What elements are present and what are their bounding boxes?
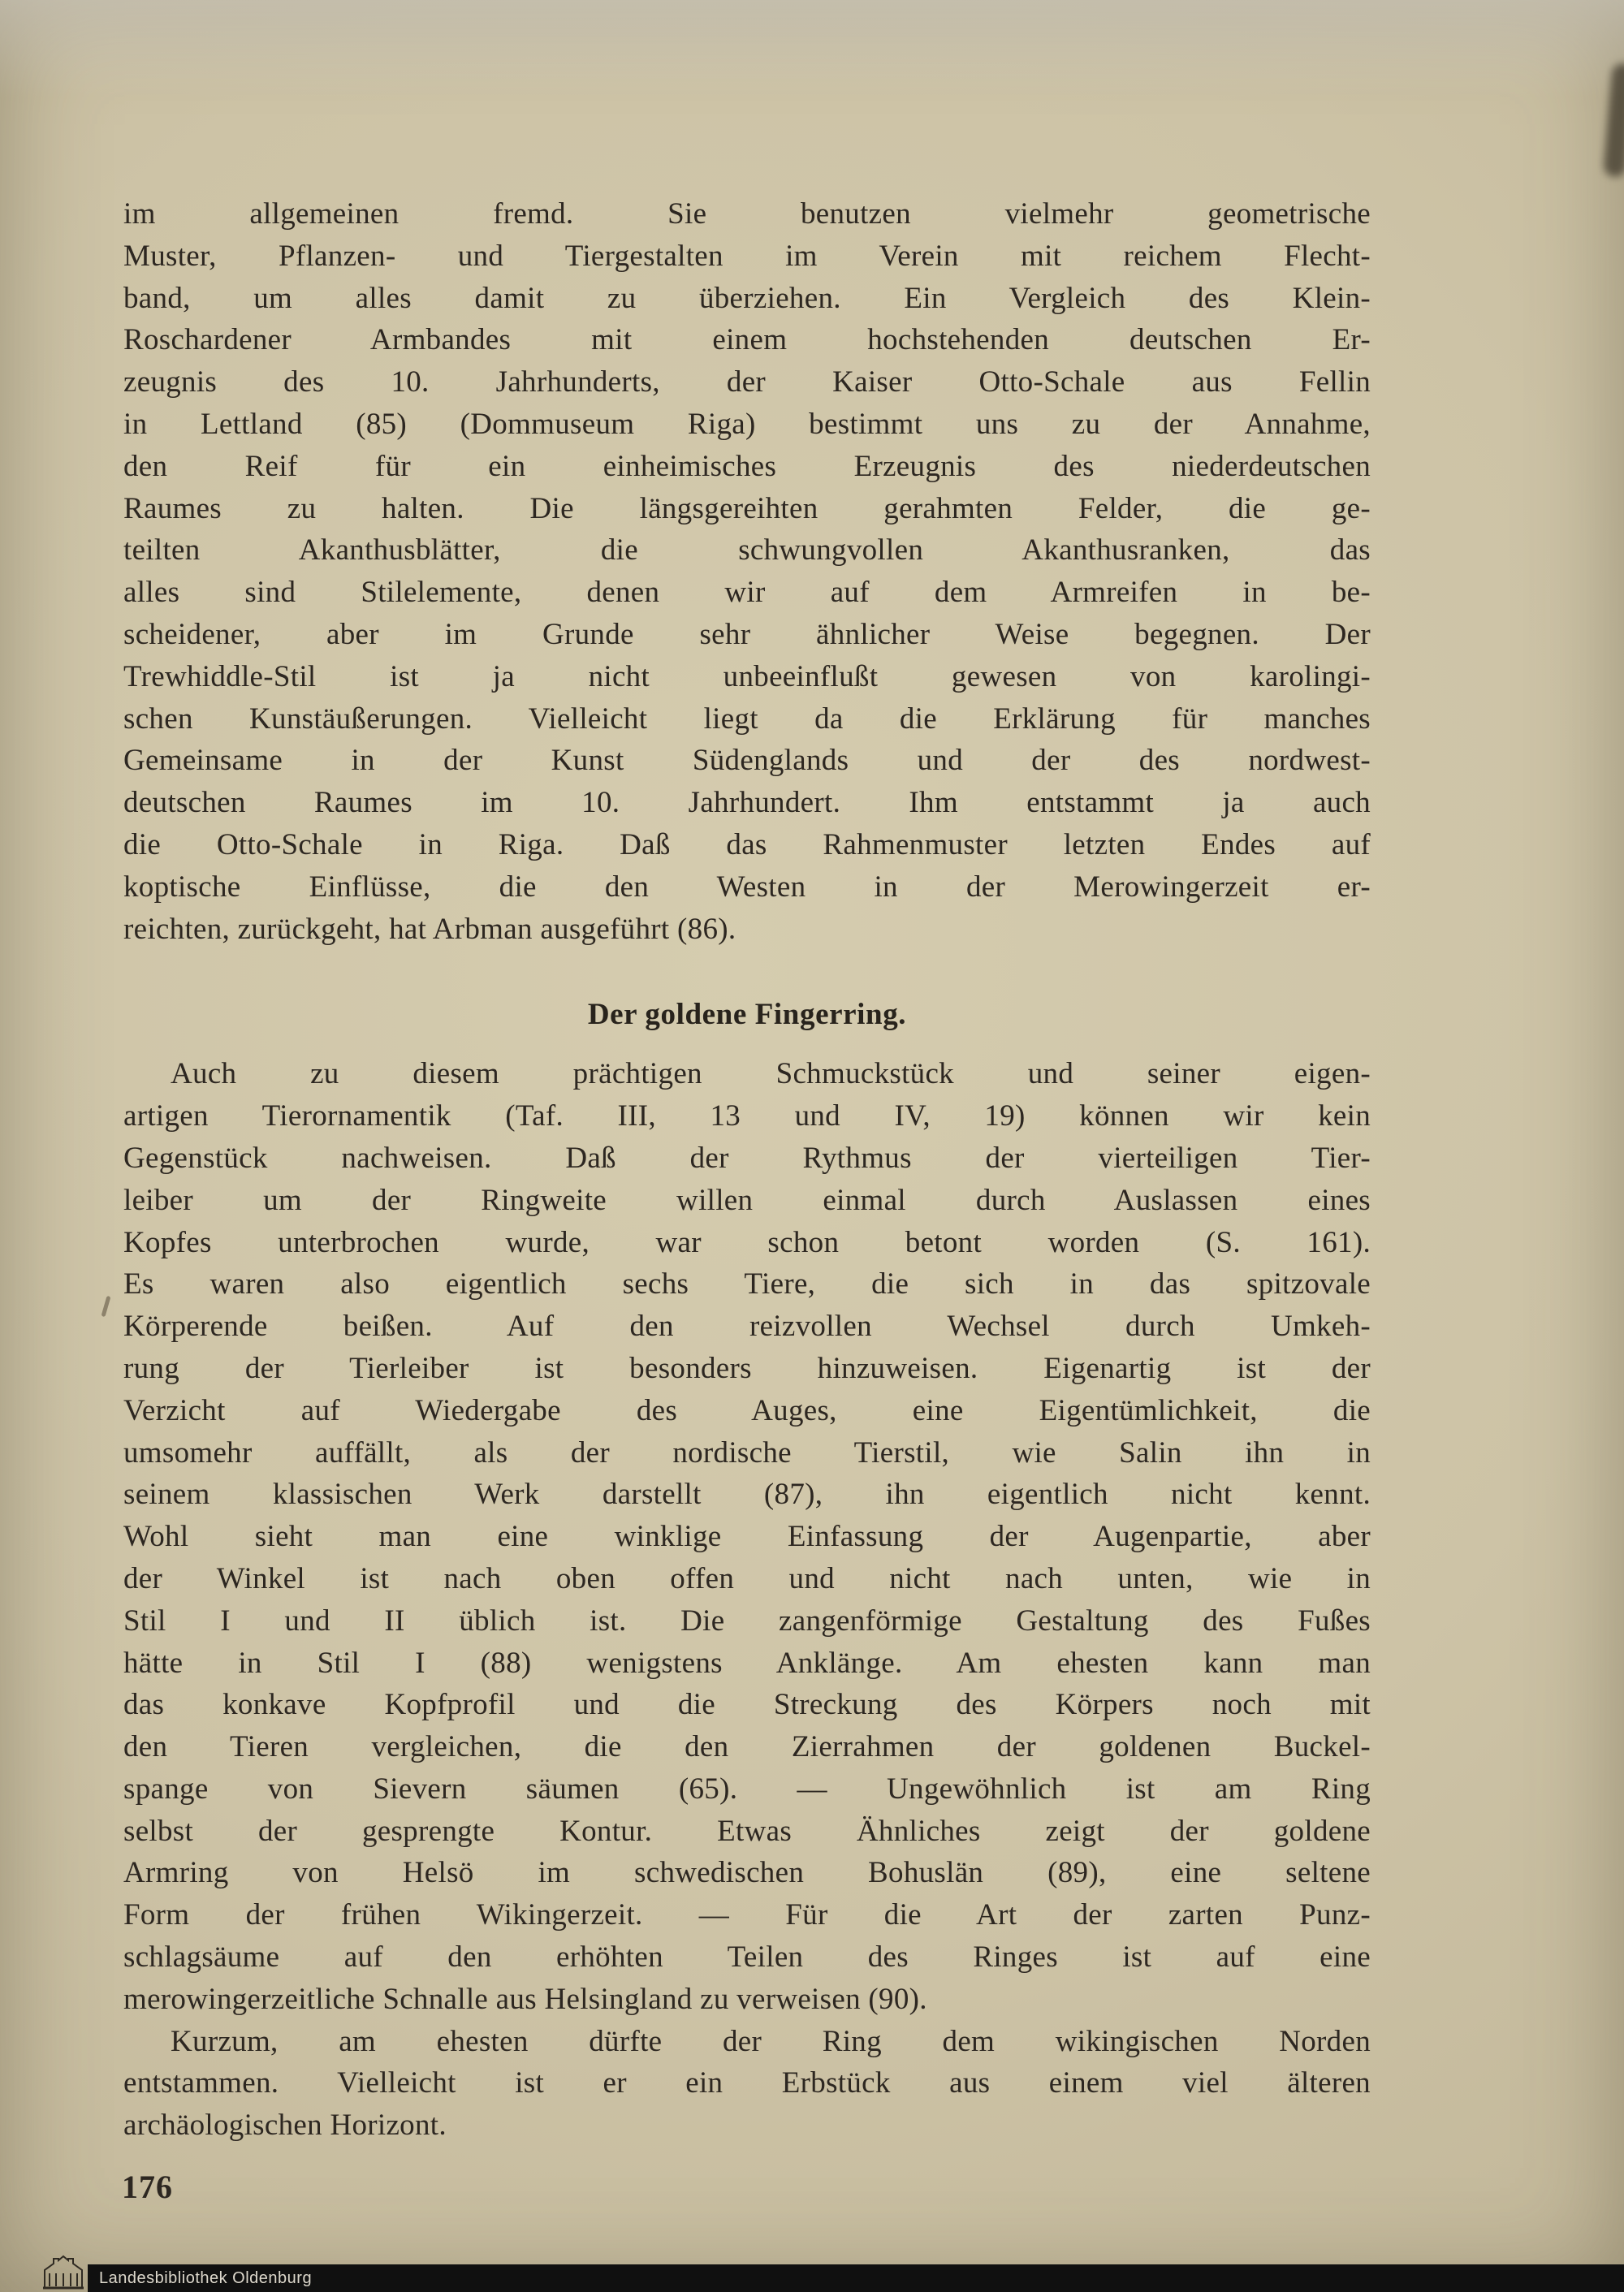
text-line: Körperende beißen. Auf den reizvollen Wechsel durch Umkeh- [123, 1310, 1371, 1344]
text-line: Armring von Helsö im schwedischen Bohuslän (89), eine seltene [123, 1856, 1371, 1890]
text-line: rung der Tierleiber ist besonders hinzuweisen. Eigenartig ist der [123, 1351, 1371, 1385]
text-line: Trewhiddle-Stil ist ja nicht unbeeinflußt gewesen von karolingi- [123, 659, 1371, 693]
text-line: Verzicht auf Wiedergabe des Auges, eine Eigentümlichkeit, die [123, 1393, 1371, 1427]
text-line: spange von Sievern säumen (65). — Ungewöhnlich ist am Ring [123, 1772, 1371, 1806]
paragraph-fingerring [123, 1053, 1371, 2020]
text-line: Muster, Pflanzen- und Tiergestalten im Verein mit reichem Flecht- [123, 239, 1371, 273]
text-line: Kurzum, am ehesten dürfte der Ring dem wikingischen Norden [171, 2024, 1371, 2058]
page-number: 176 [122, 2169, 173, 2205]
text-line: Auch zu diesem prächtigen Schmuckstück und seiner eigen- [171, 1057, 1371, 1091]
text-line: leiber um der Ringweite willen einmal durch Auslassen eines [123, 1183, 1371, 1217]
text-line: in Lettland (85) (Dommuseum Riga) bestimmt uns zu der Annahme, [123, 407, 1371, 441]
text-line: teilten Akanthusblätter, die schwungvollen Akanthusranken, das [123, 533, 1371, 568]
text-line: Form der frühen Wikingerzeit. — Für die Art der zarten Punz- [123, 1898, 1371, 1932]
text-line: band, um alles damit zu überziehen. Ein Vergleich des Klein- [123, 281, 1371, 315]
text-line: Stil I und II üblich ist. Die zangenförmige Gestaltung des Fußes [123, 1604, 1371, 1638]
text-line: artigen Tierornamentik (Taf. III, 13 und IV, 19) können wir kein [123, 1099, 1371, 1133]
text-line: Gegenstück nachweisen. Daß der Rythmus der vierteiligen Tier- [123, 1141, 1371, 1175]
text-line: den Reif für ein einheimisches Erzeugnis des niederdeutschen [123, 449, 1371, 483]
text-line: schlagsäume auf den erhöhten Teilen des Ringes ist auf eine [123, 1940, 1371, 1975]
paragraph-conclusion [123, 2021, 1371, 2147]
scan-edge-light [0, 0, 1624, 97]
scan-stray-mark [102, 1296, 111, 1317]
text-line: archäologischen Horizont. [123, 2109, 447, 2143]
text-line: der Winkel ist nach oben offen und nicht nach unten, wie in [123, 1561, 1371, 1595]
text-line: deutschen Raumes im 10. Jahrhundert. Ihm entstammt ja auch [123, 786, 1371, 820]
text-line: merowingerzeitliche Schnalle aus Helsingland zu verweisen (90). [123, 1982, 927, 2016]
library-building-icon [42, 2254, 84, 2290]
text-line: koptische Einflüsse, die den Westen in der Merowingerzeit er- [123, 870, 1371, 904]
text-line: hätte in Stil I (88) wenigstens Anklänge. Am ehesten kann man [123, 1646, 1371, 1680]
text-line: die Otto-Schale in Riga. Daß das Rahmenmuster letzten Endes auf [123, 827, 1371, 861]
library-stamp-label: Landesbibliothek Oldenburg [99, 2268, 313, 2287]
text-line: Raumes zu halten. Die längsgereihten gerahmten Felder, die ge- [123, 491, 1371, 525]
text-line: Kopfes unterbrochen wurde, war schon betont worden (S. 161). [123, 1225, 1371, 1259]
paragraph-continued [123, 193, 1371, 950]
scan-smudge-artifact [1603, 63, 1624, 178]
text-line: schen Kunstäußerungen. Vielleicht liegt da die Erklärung für manches [123, 701, 1371, 736]
text-line: Roschardener Armbandes mit einem hochstehenden deutschen Er- [123, 323, 1371, 357]
text-line: den Tieren vergleichen, die den Zierrahmen der goldenen Buckel- [123, 1730, 1371, 1764]
text-line: zeugnis des 10. Jahrhunderts, der Kaiser Otto-Schale aus Fellin [123, 365, 1371, 399]
section-heading: Der goldene Fingerring. [587, 998, 907, 1032]
text-line: das konkave Kopfprofil und die Streckung des Körpers noch mit [123, 1688, 1371, 1722]
text-line: seinem klassischen Werk darstellt (87), ihn eigentlich nicht kennt. [123, 1478, 1371, 1512]
text-line: umsomehr auffällt, als der nordische Tierstil, wie Salin ihn in [123, 1435, 1371, 1470]
text-line: reichten, zurückgeht, hat Arbman ausgeführt (86). [123, 912, 736, 946]
page-text-block [123, 193, 1371, 2147]
text-line: scheidener, aber im Grunde sehr ähnlicher Weise begegnen. Der [123, 617, 1371, 651]
text-line: im allgemeinen fremd. Sie benutzen vielmehr geometrische [123, 197, 1371, 231]
text-line: selbst der gesprengte Kontur. Etwas Ähnliches zeigt der goldene [123, 1814, 1371, 1848]
text-line: entstammen. Vielleicht ist er ein Erbstück aus einem viel älteren [123, 2066, 1371, 2100]
text-line: Wohl sieht man eine winklige Einfassung der Augenpartie, aber [123, 1520, 1371, 1554]
scan-footer-bar [88, 2264, 1624, 2292]
text-line: Gemeinsame in der Kunst Südenglands und der des nordwest- [123, 744, 1371, 778]
text-line: alles sind Stilelemente, denen wir auf dem Armreifen in be- [123, 576, 1371, 610]
text-line: Es waren also eigentlich sechs Tiere, die sich in das spitzovale [123, 1267, 1371, 1301]
